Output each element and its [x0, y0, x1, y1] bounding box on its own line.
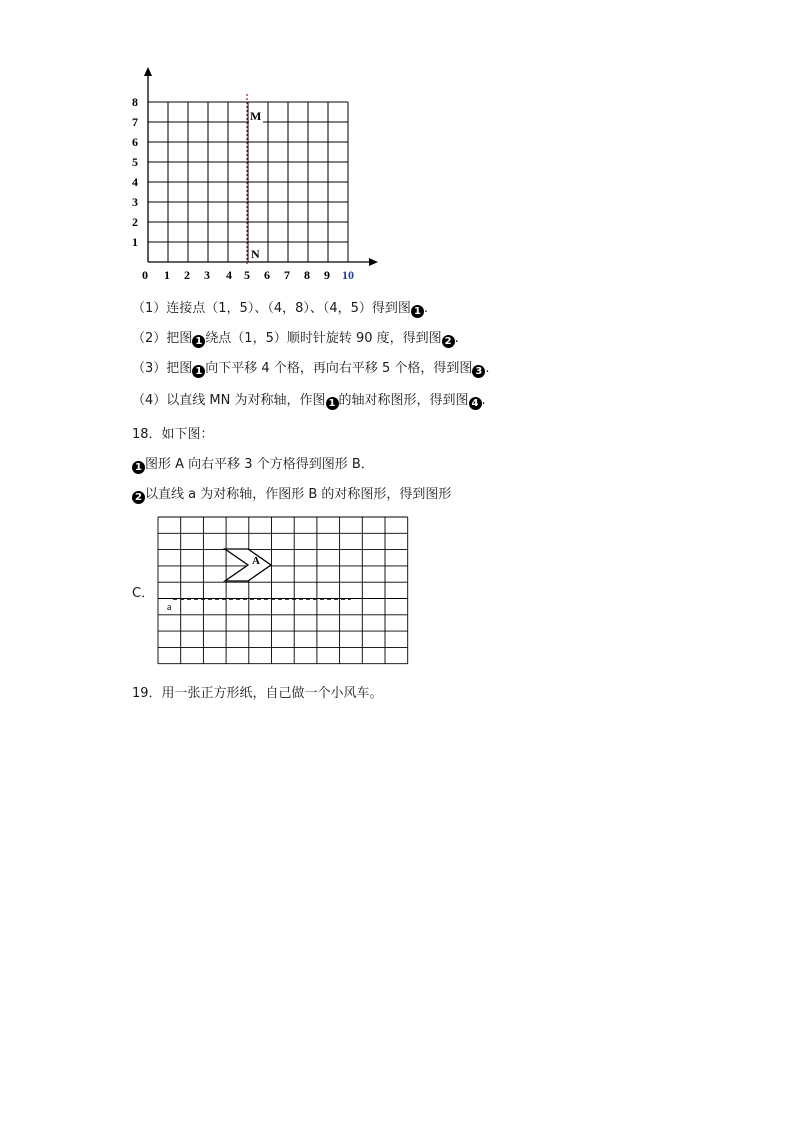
coordinate-grid-figure [120, 62, 390, 287]
question-19-text: 19．用一张正方形纸，自己做一个小风车。 [132, 686, 383, 701]
circled-number-icon: 1 [192, 335, 205, 348]
question-18-step-2 [132, 483, 451, 504]
translation-grid-figure [157, 516, 412, 666]
x-tick-label: 6 [264, 268, 270, 282]
instruction-text: （2） [132, 331, 167, 346]
point-n-label: N [251, 247, 260, 261]
instruction-text: （3） [132, 361, 167, 376]
x-tick-label: 7 [284, 268, 290, 282]
circled-number-icon: 1 [326, 397, 339, 410]
grid-lines [148, 102, 348, 262]
instruction-text: 把图 [166, 331, 193, 346]
point-m-label: M [250, 109, 262, 123]
circled-number-icon: 1 [192, 365, 205, 378]
axes [144, 67, 378, 266]
circled-number-2-icon: 2 [132, 491, 145, 504]
question-17-item [132, 327, 459, 348]
x-tick-label: 5 [244, 268, 250, 282]
question-17-item [132, 389, 486, 410]
instruction-text: . [485, 361, 490, 376]
instruction-text: 以直线 MN 为对称轴，作图 [166, 393, 326, 408]
y-tick-label: 5 [132, 155, 138, 169]
instruction-text: 连接点（1，5）、（4，8）、（4，5）得到图 [166, 301, 411, 316]
question-18-title: 18．如下图： [132, 427, 214, 442]
instruction-text: 的轴对称图形，得到图 [338, 393, 469, 408]
instruction-text: （4） [132, 393, 167, 408]
circled-number-icon: 4 [469, 397, 482, 410]
x-tick-label: 8 [304, 268, 310, 282]
circled-number-1-icon: 1 [132, 461, 145, 474]
line-a-label: a [167, 602, 172, 613]
y-tick-label: 3 [132, 195, 138, 209]
option-c-label: C． [132, 586, 155, 601]
x-tick-label: 2 [184, 268, 190, 282]
x-tick-label: 9 [324, 268, 330, 282]
y-tick-label: 6 [132, 135, 138, 149]
y-tick-label: 8 [132, 95, 138, 109]
question-17-item [132, 357, 490, 378]
instruction-text: . [423, 301, 429, 316]
x-tick-label: 3 [204, 268, 210, 282]
y-tick-label: 4 [132, 175, 138, 189]
step-1-text: 图形 A 向右平移 3 个方格得到图形 B． [145, 457, 374, 472]
step-2-text: 以直线 a 为对称轴，作图形 B 的对称图形，得到图形 [145, 487, 452, 502]
instruction-text: . [481, 393, 486, 408]
x-tick-label: 0 [142, 268, 148, 282]
question-17-item [132, 297, 428, 318]
instruction-text: （1） [132, 301, 167, 316]
x-tick-label: 1 [164, 268, 170, 282]
shape-a-label: A [252, 555, 260, 567]
instruction-text: 把图 [166, 361, 193, 376]
instruction-text: 绕点（1，5）顺时针旋转 90 度，得到图 [205, 331, 442, 346]
question-18-step-1 [132, 453, 374, 474]
circled-number-icon: 2 [442, 335, 455, 348]
y-tick-label: 2 [132, 215, 138, 229]
circled-number-icon: 3 [472, 365, 485, 378]
shape-a [225, 549, 271, 581]
y-tick-label: 1 [132, 235, 138, 249]
x-axis-tick-labels [142, 268, 354, 282]
y-tick-label: 7 [132, 115, 138, 129]
x-tick-label: 4 [226, 268, 232, 282]
x-tick-label: 10 [342, 268, 354, 282]
circled-number-icon: 1 [411, 305, 424, 318]
y-axis-tick-labels [132, 95, 138, 249]
instruction-text: . [454, 331, 459, 346]
grid-lines [158, 517, 408, 664]
instruction-text: 向下平移 4 个格，再向右平移 5 个格，得到图 [205, 361, 473, 376]
